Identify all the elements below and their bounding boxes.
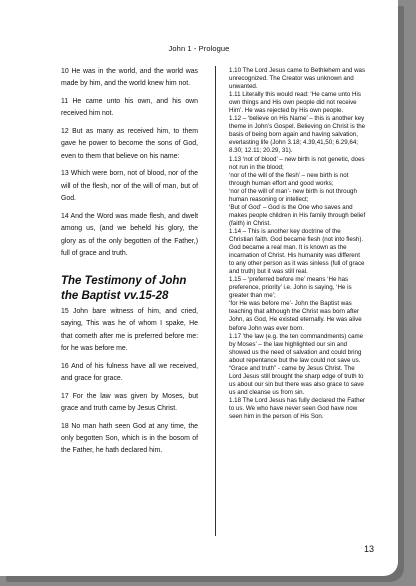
note-1-13: 1.13 ‘not of blood’ – new birth is not genetic, does not run in the blood; [229, 155, 365, 171]
note-1-10: 1.10 The Lord Jesus came to Bethlehem and was unrecognized. The Creator was unknown and unwanted. [229, 67, 366, 91]
note-1-17-grace: “Grace and truth” - came by Jesus Christ. The Lord Jesus still brought the sharp edge of truth to us about our sin but there was also grace to save us and cleanse us from sin. [229, 364, 364, 396]
note-1-12: 1.12 – ‘believe on His Name’ – this is another key theme in John’s Gospel. Believing on Christ is the basis of being born again and having salvation, everlasting life (John 3.18; 4.39,41,50; 6.29,64; 8.30; 12.11; 20.29, 31). [229, 115, 366, 155]
verse-16: 16 And of his fulness have all we received, and grace for grace. [61, 362, 198, 383]
scripture-column [61, 66, 198, 463]
note-1-13-flesh: ‘nor of the will of the flesh’ – new birth is not through human effort and good works; [229, 171, 349, 187]
note-1-17: 1.17 ‘the law (e.g. the ten commandments) came by Moses’ – the law highlighted our sin and showed us the need of salvation and could bring about repentance but the law could not save us. [229, 332, 364, 364]
note-1-14: 1.14 – This is another key doctrine of the Christian faith. God became flesh (not into flesh). God became a real man. It is known as the incarnation of Christ. His humanity was different to any other person as it was sinless (full of grace and truth) but it was still real. [229, 227, 365, 276]
verse-14: 14 And the Word was made flesh, and dwelt among us, (and we beheld his glory, the glory as of the only begotten of the Father,) full of grace and truth. [61, 212, 198, 258]
note-1-18: 1.18 The Lord Jesus has fully declared the Father to us. We who have never seen God have now seen him in the person of His Son. [229, 396, 366, 421]
commentary-column [229, 67, 366, 421]
note-1-13-man: ‘nor of the will of man’- new birth is not through human reasoning or intellect; [229, 187, 357, 203]
verse-11: 11 He came unto his own, and his own received him not. [61, 98, 198, 118]
running-head: John 1 - Prologue [168, 44, 230, 53]
note-1-15-before: ‘for He was before me’- John the Baptist was teaching that although the Christ was born after John, as God, He existed eternally. He was alive before John was ever born. [229, 300, 362, 332]
note-1-15: 1.15 – ‘preferred before me’ means ‘He has preference, priority’ i.e. John is saying, ‘He is greater than me’; [229, 276, 352, 300]
verse-18: 18 No man hath seen God at any time, the only begotten Son, which is in the bosom of the Father, he hath declared him. [61, 422, 198, 455]
column-divider [215, 66, 216, 536]
verse-12: 12 But as many as received him, to them gave he power to become the sons of God, even to them that believe on his name: [61, 128, 198, 160]
verse-13: 13 Which were born, not of blood, nor of the will of the flesh, nor of the will of man, but of God. [61, 170, 198, 203]
verse-15: 15 John bare witness of him, and cried, saying, This was he of whom I spake, He that cometh after me is preferred before me: for he was before me. [61, 307, 198, 353]
note-1-13-god: ‘But of God’ – God is the One who saves and makes people children in His family through belief (faith) in Christ. [229, 203, 366, 227]
note-1-11: 1.11 Literally this would read: ‘He came unto His own things and His own people did not receive Him’. He was rejected by His own people. [229, 91, 361, 115]
verse-10: 10 He was in the world, and the world was made by him, and the world knew him not. [61, 68, 198, 88]
section-heading: The Testimony of John the Baptist vv.15-28 [61, 275, 187, 302]
page-number: 13 [364, 544, 375, 554]
verse-17: 17 For the law was given by Moses, but grace and truth came by Jesus Christ. [61, 392, 198, 413]
